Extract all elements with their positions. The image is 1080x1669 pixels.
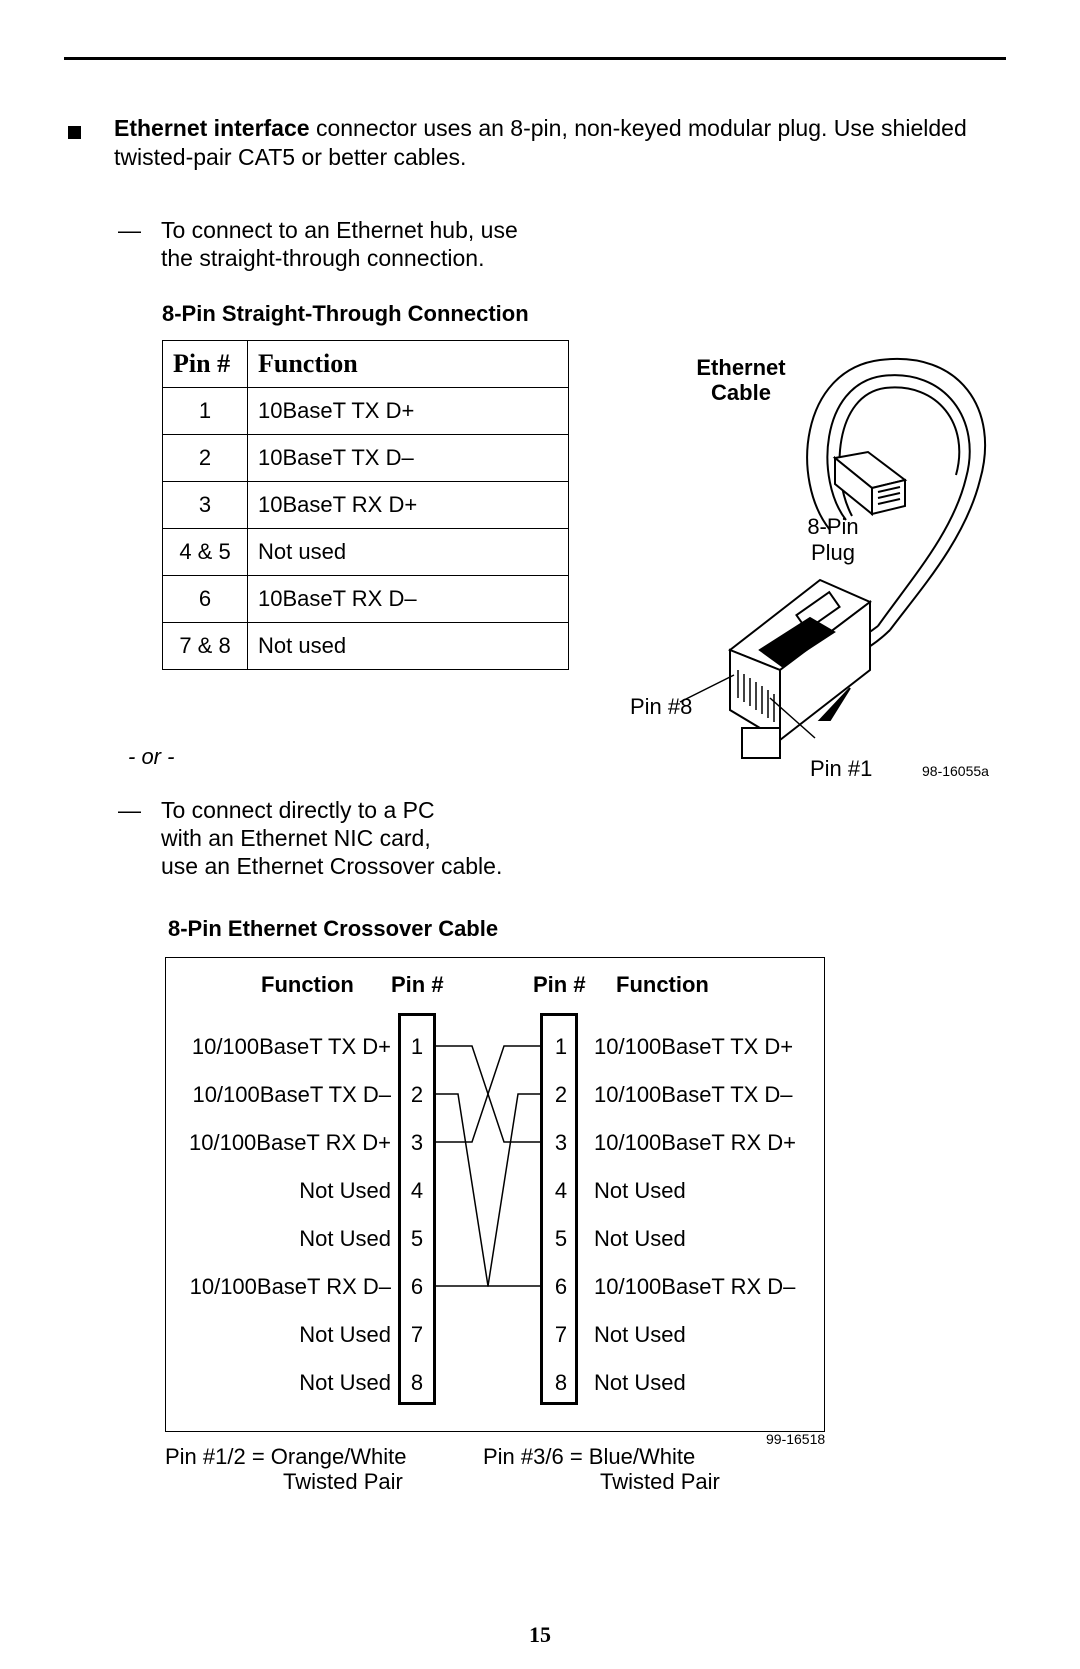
right-pin-4: 4 bbox=[554, 1178, 568, 1203]
left-function-8: Not Used bbox=[299, 1370, 391, 1395]
pin8-label: Pin #8 bbox=[630, 694, 693, 719]
crossover-title: 8-Pin Ethernet Crossover Cable bbox=[168, 916, 499, 941]
straight-table-title: 8-Pin Straight-Through Connection bbox=[162, 301, 529, 326]
right-function-8: Not Used bbox=[594, 1370, 686, 1395]
left-function-4: Not Used bbox=[299, 1178, 391, 1203]
intro-bold: Ethernet interface bbox=[114, 115, 310, 141]
left-pin-1: 1 bbox=[410, 1034, 424, 1059]
left-function-3: 10/100BaseT RX D+ bbox=[189, 1130, 391, 1155]
intro-paragraph bbox=[114, 114, 994, 172]
hub-note-line-1: To connect to an Ethernet hub, use bbox=[161, 217, 518, 243]
left-pin-6: 6 bbox=[410, 1274, 424, 1299]
pc-note-dash: — bbox=[118, 797, 141, 823]
bullet-square-icon bbox=[68, 126, 81, 139]
table-row bbox=[163, 529, 569, 576]
function-cell: 10BaseT RX D+ bbox=[248, 482, 569, 529]
or-separator: - or - bbox=[128, 744, 175, 769]
right-pin-5: 5 bbox=[554, 1226, 568, 1251]
right-function-2: 10/100BaseT TX D– bbox=[594, 1082, 793, 1107]
pin-cell: 4 & 5 bbox=[163, 529, 248, 576]
right-pin-3: 3 bbox=[554, 1130, 568, 1155]
crossover-head-function-right: Function bbox=[616, 972, 709, 997]
left-function-2: 10/100BaseT TX D– bbox=[192, 1082, 391, 1107]
left-pin-8: 8 bbox=[410, 1370, 424, 1395]
table-header-row bbox=[163, 341, 569, 388]
cable-label-line-1: Ethernet bbox=[696, 355, 786, 380]
pin-cell: 3 bbox=[163, 482, 248, 529]
right-function-6: 10/100BaseT RX D– bbox=[594, 1274, 796, 1299]
pin-cell: 7 & 8 bbox=[163, 623, 248, 670]
table-row bbox=[163, 623, 569, 670]
right-pin-7: 7 bbox=[554, 1322, 568, 1347]
table-row bbox=[163, 388, 569, 435]
pin1-label: Pin #1 bbox=[810, 756, 873, 781]
pin-cell: 2 bbox=[163, 435, 248, 482]
right-function-1: 10/100BaseT TX D+ bbox=[594, 1034, 794, 1059]
small-plug-icon bbox=[835, 452, 905, 514]
pc-note-line-1: To connect directly to a PC bbox=[161, 797, 435, 823]
table-row bbox=[163, 435, 569, 482]
right-function-3: 10/100BaseT RX D+ bbox=[594, 1130, 796, 1155]
function-cell: Not used bbox=[248, 529, 569, 576]
crossover-head-pin-right: Pin # bbox=[533, 972, 586, 997]
header-function: Function bbox=[248, 341, 569, 388]
crossover-figure-id: 99-16518 bbox=[766, 1431, 826, 1447]
crossover-wiring bbox=[436, 1020, 540, 1320]
note-left-line-2: Twisted Pair bbox=[283, 1469, 403, 1494]
left-pin-4: 4 bbox=[410, 1178, 424, 1203]
left-pin-3: 3 bbox=[410, 1130, 424, 1155]
function-cell: 10BaseT TX D– bbox=[248, 435, 569, 482]
right-function-7: Not Used bbox=[594, 1322, 686, 1347]
right-pin-8: 8 bbox=[554, 1370, 568, 1395]
right-function-5: Not Used bbox=[594, 1226, 686, 1251]
table-row bbox=[163, 576, 569, 623]
table-row bbox=[163, 482, 569, 529]
cable-figure-id: 98-16055a bbox=[922, 763, 989, 779]
function-cell: Not used bbox=[248, 623, 569, 670]
plug-label-line-1: 8-Pin bbox=[807, 514, 859, 539]
left-function-7: Not Used bbox=[299, 1322, 391, 1347]
left-pin-5: 5 bbox=[410, 1226, 424, 1251]
pc-note-line-2: with an Ethernet NIC card, bbox=[161, 825, 431, 851]
hub-note-line-2: the straight-through connection. bbox=[161, 245, 485, 271]
right-pin-6: 6 bbox=[554, 1274, 568, 1299]
crossover-head-function-left: Function bbox=[261, 972, 354, 997]
crossover-head-pin-left: Pin # bbox=[391, 972, 444, 997]
cable-label-line-2: Cable bbox=[711, 380, 771, 405]
right-function-4: Not Used bbox=[594, 1178, 686, 1203]
note-right-line-2: Twisted Pair bbox=[600, 1469, 720, 1494]
header-pin: Pin # bbox=[163, 341, 248, 388]
function-cell: 10BaseT TX D+ bbox=[248, 388, 569, 435]
hub-note-dash: — bbox=[118, 217, 141, 243]
pc-note-line-3: use an Ethernet Crossover cable. bbox=[161, 853, 503, 879]
left-pin-7: 7 bbox=[410, 1322, 424, 1347]
pin-cell: 6 bbox=[163, 576, 248, 623]
left-function-6: 10/100BaseT RX D– bbox=[189, 1274, 391, 1299]
left-function-1: 10/100BaseT TX D+ bbox=[191, 1034, 391, 1059]
intro-text: connector uses an 8-pin, non-keyed modular plug. Use shielded twisted-pair CAT5 or better cables. bbox=[114, 115, 967, 170]
right-pin-1: 1 bbox=[554, 1034, 568, 1059]
large-plug-icon bbox=[730, 580, 870, 758]
top-rule bbox=[64, 57, 1006, 60]
note-right-line-1: Pin #3/6 = Blue/White bbox=[483, 1444, 696, 1469]
straight-through-table bbox=[162, 340, 569, 670]
left-pin-2: 2 bbox=[410, 1082, 424, 1107]
page-number: 15 bbox=[529, 1622, 551, 1647]
function-cell: 10BaseT RX D– bbox=[248, 576, 569, 623]
note-left-line-1: Pin #1/2 = Orange/White bbox=[165, 1444, 407, 1469]
right-pin-2: 2 bbox=[554, 1082, 568, 1107]
pin-cell: 1 bbox=[163, 388, 248, 435]
left-function-5: Not Used bbox=[299, 1226, 391, 1251]
plug-label-line-2: Plug bbox=[810, 540, 856, 565]
